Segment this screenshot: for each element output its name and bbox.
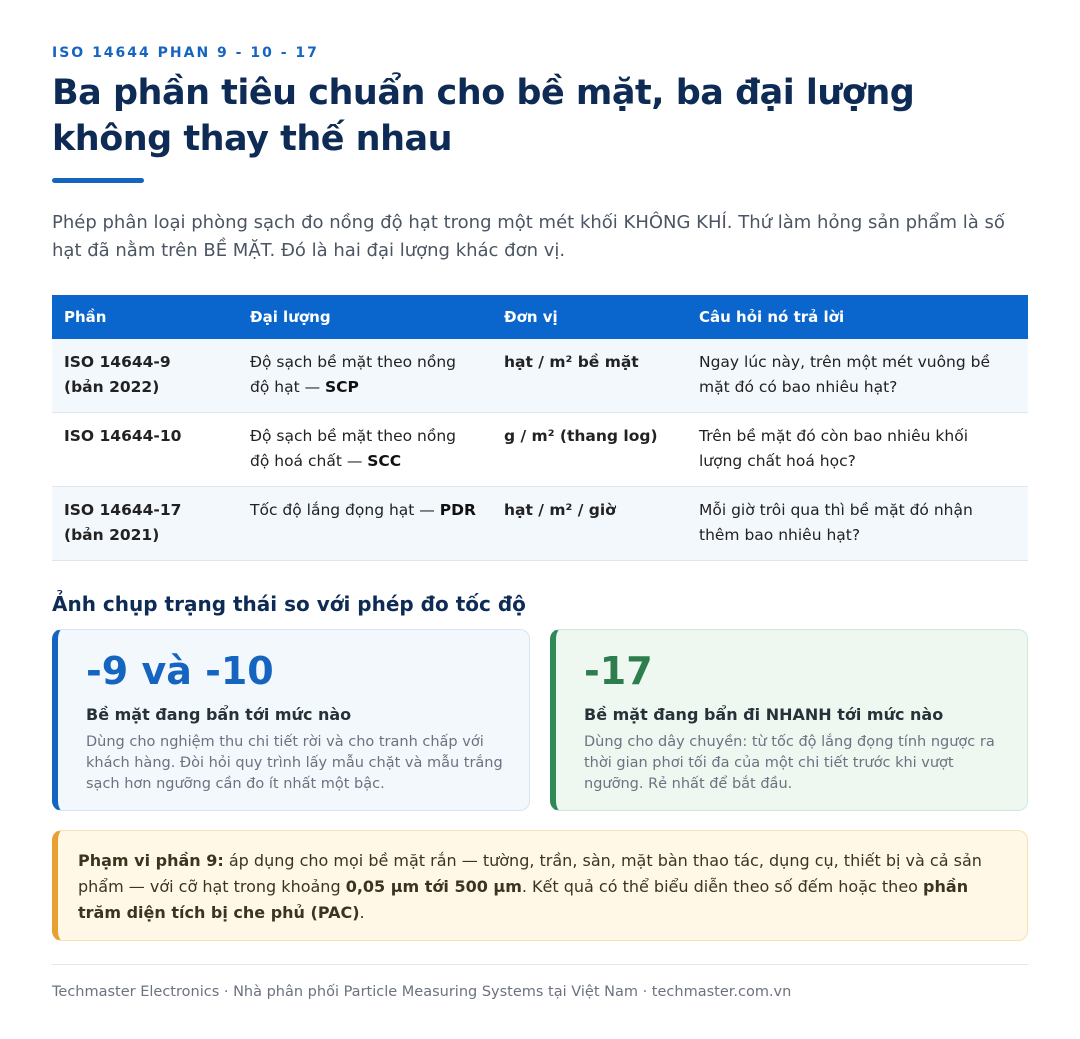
card-snapshot (52, 629, 530, 811)
card-number: -17 (584, 649, 653, 693)
comparison-cards (52, 629, 1028, 811)
quantity-abbr: SCC (367, 452, 402, 470)
footer-text: Techmaster Electronics · Nhà phân phối Particle Measuring Systems tại Việt Nam · techmaster.com.vn (52, 984, 792, 1000)
eyebrow: ISO 14644 PHAN 9 - 10 - 17 (52, 45, 319, 61)
question-cell: Trên bề mặt đó còn bao nhiêu khối lượng chất hoá học? (687, 413, 1028, 487)
quantity-abbr: SCP (325, 378, 359, 396)
part-cell (52, 413, 238, 487)
part-cell (52, 339, 238, 413)
note-lead: Phạm vi phần 9: (78, 851, 224, 870)
quantity-text: Độ sạch bề mặt theo nồng độ hạt — (250, 353, 456, 396)
card-number: -9 và -10 (86, 649, 274, 693)
quantity-text: Tốc độ lắng đọng hạt — (250, 501, 440, 519)
column-header-unit: Đơn vị (492, 295, 687, 339)
note-text: . Kết quả có thể biểu diễn theo số đếm hoặc theo (521, 877, 924, 896)
part-name: ISO 14644-9 (64, 353, 171, 371)
section-heading: Ảnh chụp trạng thái so với phép đo tốc độ (52, 592, 526, 616)
note-text: áp dụng cho mọi bề mặt rắn — tường, trần, sàn, mặt bàn thao tác, dụng cụ, thiết bị và cả sản phẩm — với cỡ hạt trong khoảng (78, 851, 982, 896)
card-body: Dùng cho nghiệm thu chi tiết rời và cho tranh chấp với khách hàng. Đòi hỏi quy trình lấy mẫu chặt và mẫu trắng sạch hơn ngưỡng cần đo ít nhất một bậc. (86, 734, 503, 792)
note-range: 0,05 µm tới 500 µm (345, 877, 522, 896)
part-name: ISO 14644-17 (64, 501, 182, 519)
table-header-row (52, 295, 1028, 339)
card-rate (550, 629, 1028, 811)
footer-divider (52, 964, 1028, 965)
unit-cell: hạt / m² bề mặt (492, 339, 687, 413)
note-end: . (359, 903, 365, 922)
quantity-cell (238, 413, 492, 487)
quantity-cell (238, 339, 492, 413)
unit-cell: g / m² (thang log) (492, 413, 687, 487)
table-row (52, 339, 1028, 413)
note-pac: phần trăm diện tích bị che phủ (PAC) (78, 877, 969, 922)
part-name: ISO 14644-10 (64, 427, 182, 445)
card-title: Bề mặt đang bẩn đi NHANH tới mức nào (584, 705, 944, 724)
part-edition: (bản 2022) (64, 378, 160, 396)
page-title: Ba phần tiêu chuẩn cho bề mặt, ba đại lượng không thay thế nhau (52, 73, 915, 159)
scope-note (52, 830, 1028, 941)
card-title: Bề mặt đang bẩn tới mức nào (86, 705, 352, 724)
title-underline (52, 178, 144, 183)
card-body: Dùng cho dây chuyền: từ tốc độ lắng đọng tính ngược ra thời gian phơi tối đa của một chi tiết trước khi vượt ngưỡng. Rẻ nhất để bắt đầu. (584, 734, 995, 792)
column-header-part: Phần (52, 295, 238, 339)
column-header-question: Câu hỏi nó trả lời (687, 295, 1028, 339)
quantity-abbr: PDR (439, 501, 476, 519)
question-cell: Mỗi giờ trôi qua thì bề mặt đó nhận thêm bao nhiêu hạt? (687, 487, 1028, 561)
table-row (52, 413, 1028, 487)
table-row (52, 487, 1028, 561)
part-edition: (bản 2021) (64, 526, 160, 544)
unit-cell: hạt / m² / giờ (492, 487, 687, 561)
part-cell (52, 487, 238, 561)
column-header-quantity: Đại lượng (238, 295, 492, 339)
question-cell: Ngay lúc này, trên một mét vuông bề mặt đó có bao nhiêu hạt? (687, 339, 1028, 413)
quantity-text: Độ sạch bề mặt theo nồng độ hoá chất — (250, 427, 456, 470)
quantity-cell (238, 487, 492, 561)
standards-table (52, 295, 1028, 561)
intro-paragraph: Phép phân loại phòng sạch đo nồng độ hạt trong một mét khối KHÔNG KHÍ. Thứ làm hỏng sản phẩm là số hạt đã nằm trên BỀ MẶT. Đó là hai đại lượng khác đơn vị. (52, 212, 1005, 261)
